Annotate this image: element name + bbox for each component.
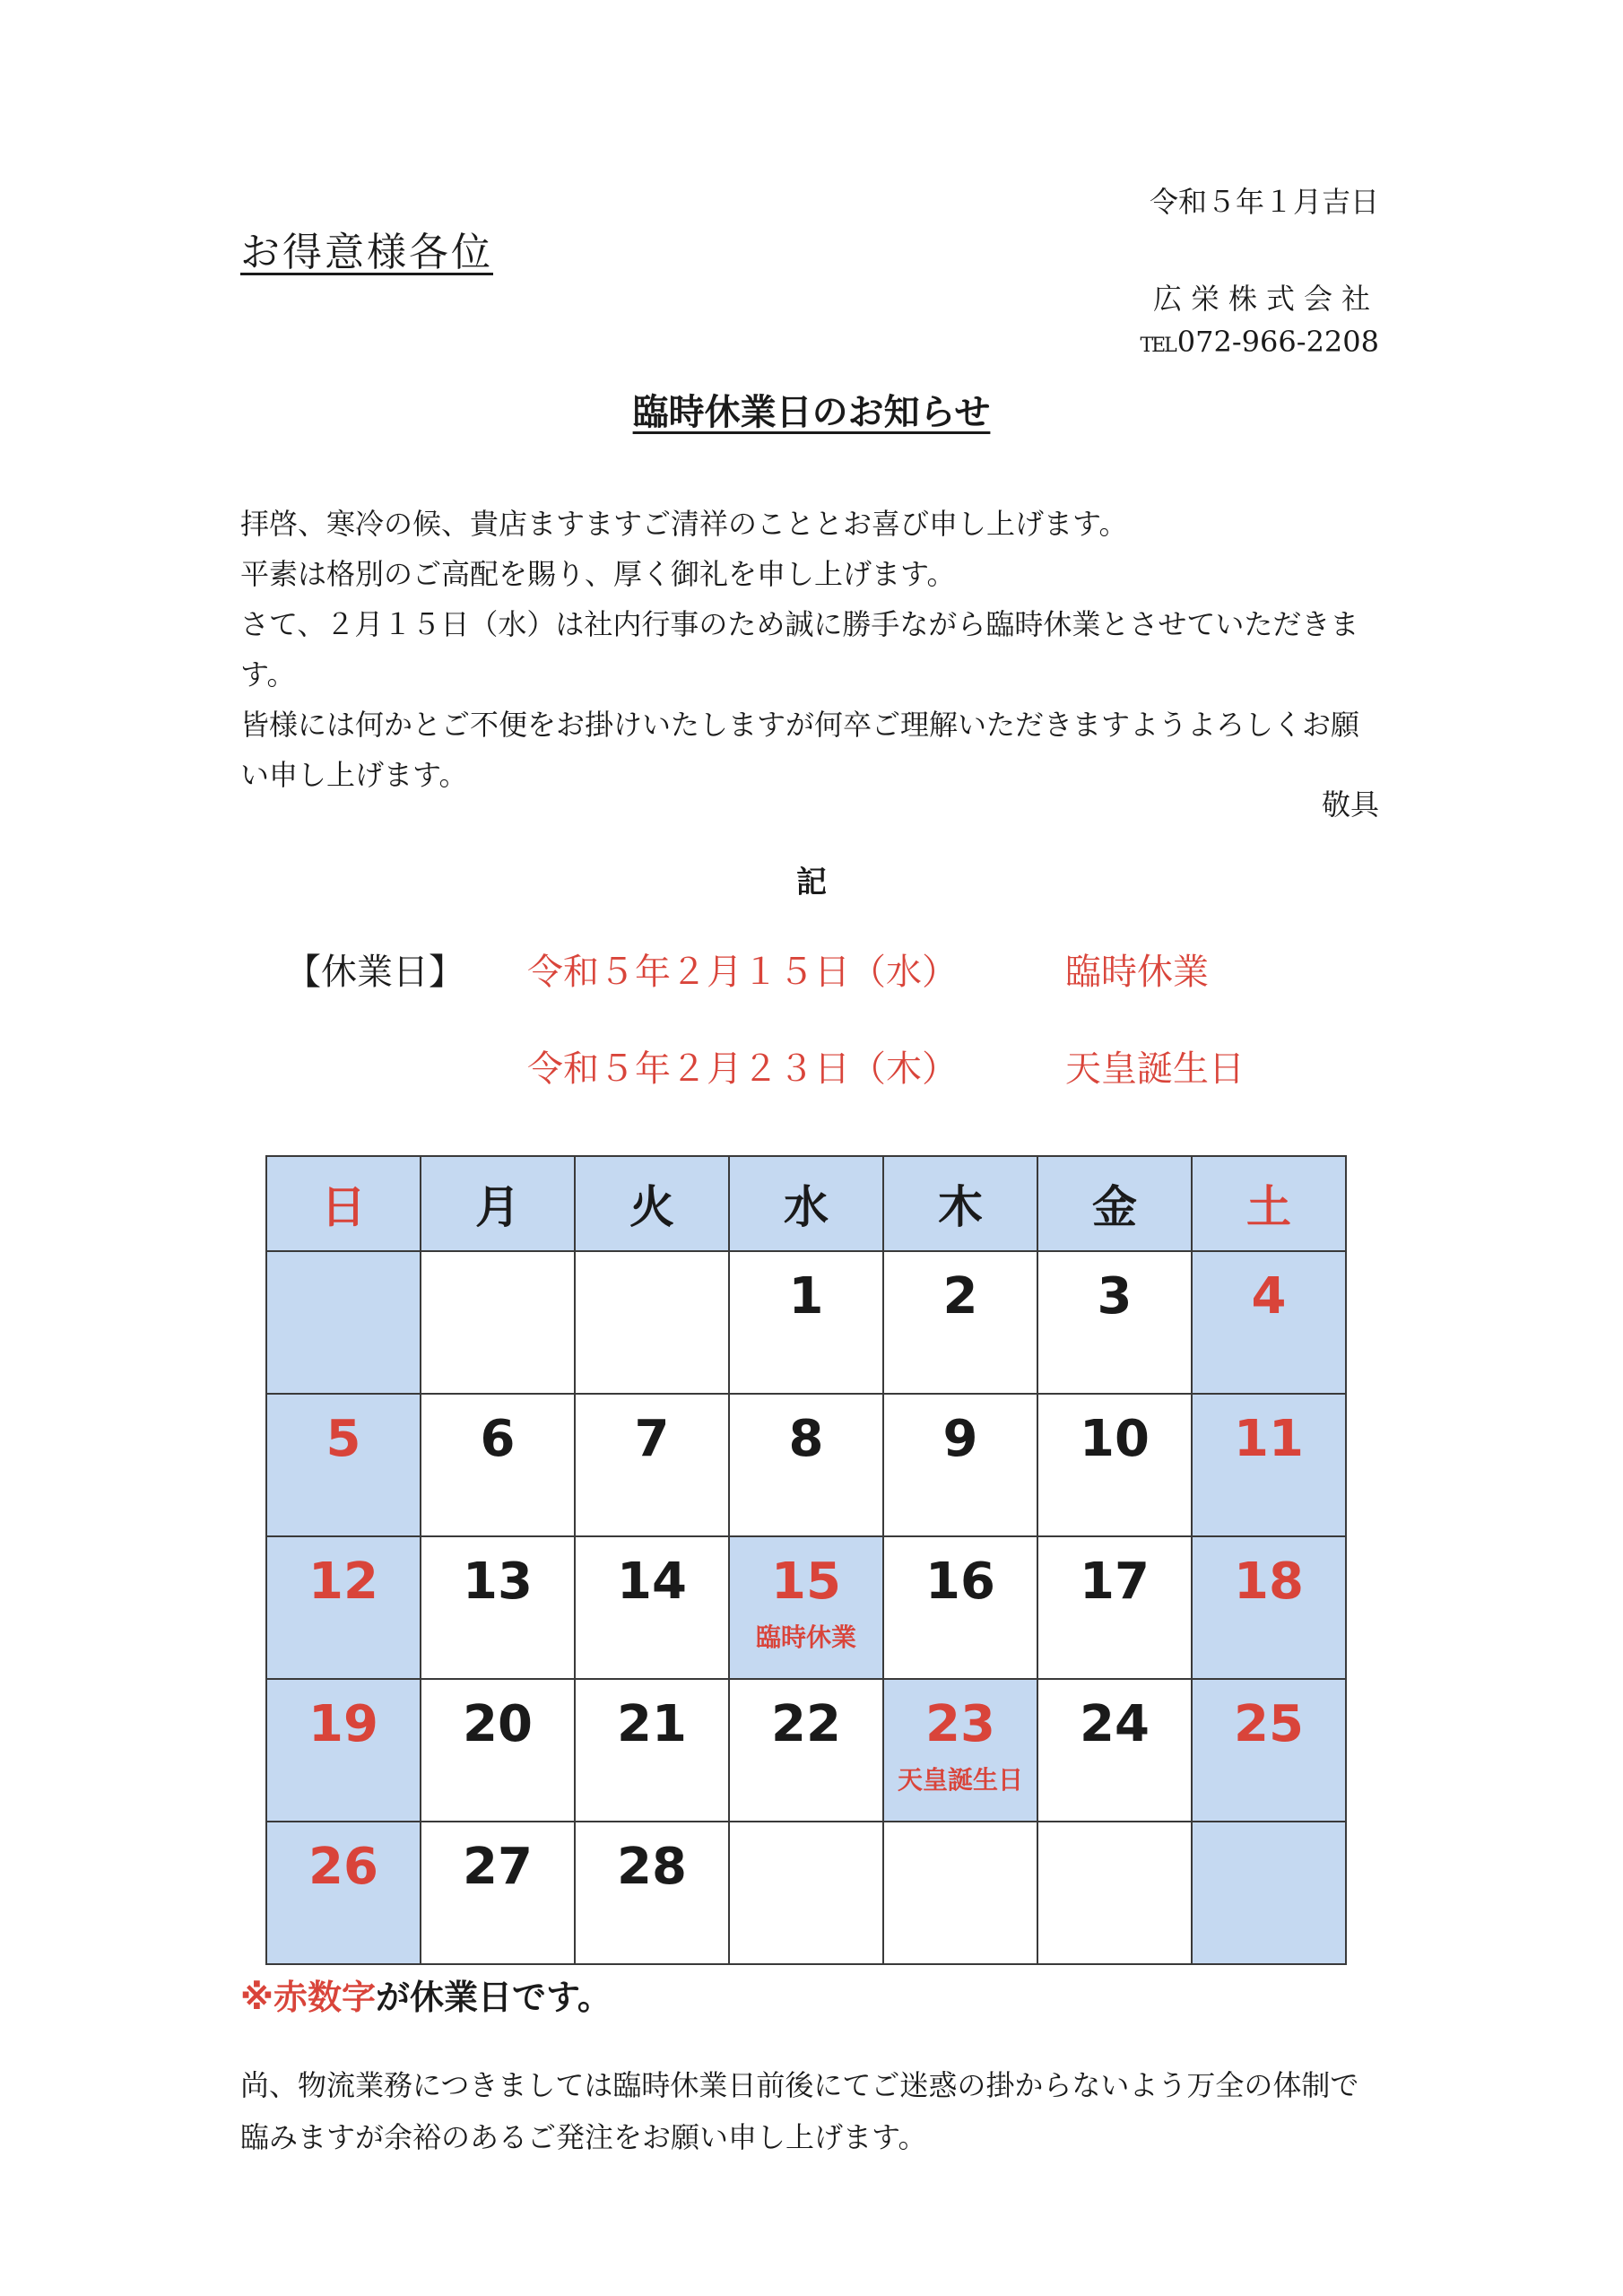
- calendar-day: [266, 1394, 421, 1536]
- body-line: 皆様には何かとご不便をお掛けいたしますが何卒ご理解いただきますようよろしくお願い申し上げます。: [240, 708, 1360, 792]
- day-number: 20: [463, 1695, 533, 1753]
- calendar-day: [1037, 1822, 1192, 1964]
- holiday-item: [527, 944, 1209, 995]
- day-number: 26: [308, 1838, 378, 1896]
- day-number: 13: [463, 1552, 533, 1611]
- calendar-day: [266, 1679, 421, 1822]
- february-calendar: [265, 1155, 1347, 1965]
- calendar-day: [883, 1679, 1037, 1822]
- weekday-header: 金: [1037, 1156, 1192, 1251]
- calendar-day: [575, 1679, 729, 1822]
- recipient: お得意様各位: [240, 230, 493, 275]
- day-number: 21: [617, 1695, 687, 1753]
- day-number: 25: [1234, 1695, 1304, 1753]
- calendar-day: [1192, 1251, 1346, 1394]
- calendar-day: [575, 1822, 729, 1964]
- day-number: 2: [942, 1267, 978, 1326]
- body-text: [240, 499, 1384, 800]
- holiday-reason: 天皇誕生日: [1065, 1048, 1245, 1090]
- calendar-day: [421, 1679, 575, 1822]
- calendar-day: [266, 1822, 421, 1964]
- day-number: 24: [1080, 1695, 1150, 1753]
- weekday-header: 月: [421, 1156, 575, 1251]
- calendar-week: [266, 1822, 1346, 1964]
- calendar-day: [1192, 1536, 1346, 1679]
- footer-text: [240, 2059, 1384, 2163]
- holidays-label: 【休業日】: [285, 952, 464, 993]
- day-number: 23: [925, 1695, 995, 1753]
- calendar-day: [421, 1251, 575, 1394]
- ki-heading: 記: [796, 865, 827, 900]
- day-number: 28: [617, 1838, 687, 1896]
- day-note: 天皇誕生日: [897, 1765, 1023, 1795]
- calendar-week: [266, 1679, 1346, 1822]
- calendar-day: [1037, 1536, 1192, 1679]
- calendar-day: [883, 1822, 1037, 1964]
- calendar-day: [1192, 1394, 1346, 1536]
- calendar-day: [1192, 1679, 1346, 1822]
- tel-number: 072-966-2208: [1176, 325, 1379, 359]
- weekday-header: 火: [575, 1156, 729, 1251]
- legend-red-text: 赤数字: [273, 1978, 376, 2017]
- calendar-day: [266, 1536, 421, 1679]
- calendar-day: [575, 1394, 729, 1536]
- calendar-day: [421, 1822, 575, 1964]
- calendar-day: [883, 1394, 1037, 1536]
- calendar-week: [266, 1394, 1346, 1536]
- calendar-week: [266, 1251, 1346, 1394]
- company-name: 広栄株式会社: [1152, 282, 1379, 316]
- calendar-day: [1192, 1822, 1346, 1964]
- day-number: 5: [325, 1410, 361, 1468]
- telephone: [1140, 325, 1379, 359]
- weekday-header: 土: [1192, 1156, 1346, 1251]
- footer-line: 尚、物流業務につきましては臨時休業日前後にてご迷惑の掛からないよう万全の体制で臨みますが余裕のあるご発注をお願い申し上げます。: [240, 2068, 1359, 2154]
- calendar-day: [421, 1536, 575, 1679]
- day-number: 6: [480, 1410, 516, 1468]
- document-date: 令和５年１月吉日: [1149, 185, 1379, 219]
- closing: 敬具: [1321, 787, 1379, 822]
- legend-note: [240, 1970, 612, 2019]
- calendar-day: [1037, 1679, 1192, 1822]
- calendar-day: [575, 1251, 729, 1394]
- calendar-day: [729, 1251, 883, 1394]
- day-number: 11: [1234, 1410, 1304, 1468]
- holiday-item: [527, 1040, 1245, 1091]
- day-number: 22: [771, 1695, 841, 1753]
- weekday-header: 水: [729, 1156, 883, 1251]
- day-number: 17: [1080, 1552, 1150, 1611]
- calendar-day: [575, 1536, 729, 1679]
- calendar-day: [729, 1394, 883, 1536]
- day-number: 18: [1234, 1552, 1304, 1611]
- holiday-date: 令和５年２月２３日（木）: [527, 1048, 958, 1090]
- day-number: 10: [1080, 1410, 1150, 1468]
- day-number: 3: [1097, 1267, 1133, 1326]
- calendar-week: [266, 1536, 1346, 1679]
- day-number: 7: [634, 1410, 670, 1468]
- day-number: 15: [771, 1552, 841, 1611]
- tel-label: TEL: [1140, 335, 1176, 357]
- day-number: 4: [1251, 1267, 1287, 1326]
- day-note: 臨時休業: [755, 1622, 856, 1652]
- calendar-day: [266, 1251, 421, 1394]
- calendar-day: [729, 1679, 883, 1822]
- calendar-day: [883, 1251, 1037, 1394]
- body-line: 平素は格別のご高配を賜り、厚く御礼を申し上げます。: [240, 557, 956, 591]
- legend-prefix: ※: [240, 1978, 273, 2017]
- calendar-day: [729, 1536, 883, 1679]
- calendar-day: [1037, 1251, 1192, 1394]
- legend-rest: が休業日です。: [375, 1978, 612, 2017]
- holiday-date: 令和５年２月１５日（水）: [527, 952, 958, 993]
- day-number: 8: [788, 1410, 824, 1468]
- weekday-header: 日: [266, 1156, 421, 1251]
- body-line: 拝啓、寒冷の候、貴店ますますご清祥のこととお喜び申し上げます。: [240, 507, 1128, 541]
- page-title: 臨時休業日のお知らせ: [632, 391, 991, 433]
- day-number: 16: [925, 1552, 995, 1611]
- calendar-day: [1037, 1394, 1192, 1536]
- calendar-day: [883, 1536, 1037, 1679]
- day-number: 9: [942, 1410, 978, 1468]
- weekday-header: 木: [883, 1156, 1037, 1251]
- holiday-reason: 臨時休業: [1065, 952, 1209, 993]
- calendar-day: [421, 1394, 575, 1536]
- day-number: 12: [308, 1552, 378, 1611]
- day-number: 19: [308, 1695, 378, 1753]
- day-number: 14: [617, 1552, 687, 1611]
- day-number: 27: [463, 1838, 533, 1896]
- day-number: 1: [788, 1267, 824, 1326]
- body-line: さて、２月１５日（水）は社内行事のため誠に勝手ながら臨時休業とさせていただきます。: [240, 607, 1359, 691]
- calendar-day: [729, 1822, 883, 1964]
